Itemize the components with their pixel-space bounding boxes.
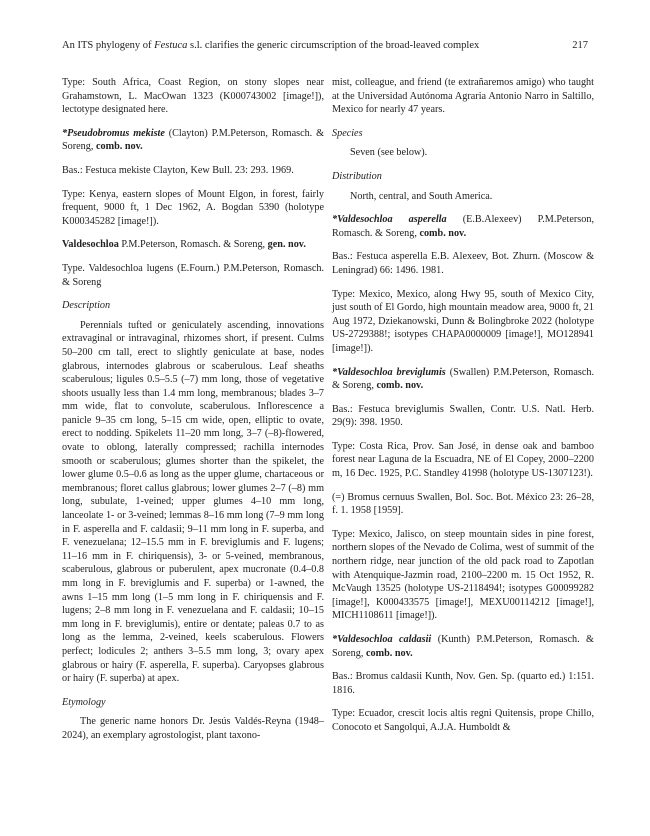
type-genus: Type. Valdesochloa lugens (E.Fourn.) P.M.Peterson, Romasch. & Soreng <box>62 262 324 288</box>
taxon-authors: (Swallen) P.M.Peterson, Romasch. & Soreng, <box>332 366 594 392</box>
taxon-name: *Valdesochloa breviglumis <box>332 366 446 378</box>
type-kenya: Type: Kenya, eastern slopes of Mount Elgon, in forest, fairly frequent, 9000 ft, 1 Dec 1962, A. Bogdan 5390 (holotype K000345282 [image!]). <box>62 188 324 227</box>
taxon-status: comb. nov. <box>419 227 467 239</box>
species-text: Seven (see below). <box>350 147 428 159</box>
type-costa-rica: Type: Costa Rica, Prov. San José, in dense oak and bamboo forest near Laguna de la Escuadra, NE of El Copey, 2000–2200 m, 16 Dec. 1925, P.C. Standley 41998 (holotype US-1307123!). <box>332 440 594 480</box>
genus-authors: P.M.Peterson, Romasch. & Soreng, <box>118 239 268 251</box>
basionym-caldasii: Bas.: Bromus caldasii Kunth, Nov. Gen. Sp. (quarto ed.) 1:151. 1816. <box>332 671 594 696</box>
type-ecuador: Type: Ecuador, crescit locis altis regni Quitensis, prope Chillo, Conocoto et Sangolqui, A.J.A. Humboldt & <box>332 708 594 733</box>
species-heading: Species <box>332 127 363 139</box>
taxon-status: comb. nov. <box>365 647 413 659</box>
type-south-africa: Type: South Africa, Coast Region, on stony slopes near Grahamstown, L. MacOwan 1323 (K000743002 [image!]), lectotype designated here. <box>62 77 324 116</box>
distribution-heading: Distribution <box>332 170 382 182</box>
taxon-authors: (Clayton) P.M.Peterson, Romasch. & Soreng, <box>62 127 324 153</box>
taxon-status: comb. nov. <box>376 380 424 392</box>
page-number: 217 <box>572 40 588 51</box>
taxon-status: comb. nov. <box>95 141 143 153</box>
pseudobromus-mekiste-entry <box>62 127 324 154</box>
type-mexico: Type: Mexico, Mexico, along Hwy 95, south of Mexico City, just south of El Gordo, high mountain meadow area, 9000 ft, 21 Aug 1972, Dziekanowski, Dunn & Bolingbroke 2022 (holotype US-2729388!; isotypes CHAPA0000009 [image!], MO128941 [image!]). <box>332 288 594 354</box>
valdesochloa-asperella-entry <box>332 213 594 240</box>
distribution-text: North, central, and South America. <box>350 190 493 202</box>
taxon-authors: (Kunth) P.M.Peterson, Romasch. & Soreng, <box>332 634 594 659</box>
taxon-name: *Valdesochloa asperella <box>332 214 447 226</box>
description-text: Perennials tufted or geniculately ascending, innovations extravaginal or intravaginal, rhizomes short, if present. Culms 50–200 cm tall, erect to slightly geniculate at base, nodes glabrous, internodes glabrous or scaberulous. Leaf sheaths scaberulous; ligules 0.5–5.5 (–7) mm long, those of vegetative shoots usually less than 1.4 mm long, membranous; blades 3–7 mm wide, flat to convolute, scaberulous. Inflorescence a panicle 9–35 cm long, 5–15 cm wide, open, elliptic to ovate, erect to nodding. Spikelets 11–20 mm long, 3–7 (–8)-flowered, ovate to oblong, laterally compressed; rachilla internodes smooth or scaberulous; glumes shorter than the spikelet, the lower glume 0.5–0.6 as long as the upper glume, chartaceous or membranous; floret callus glabrous; lower glumes 2–7 (–8) mm long, subulate, 1-veined; upper glumes 4–10 mm long, lanceolate 1- or 3-veined; lemmas 8–16 mm long (7–9 mm long in F. asperella and F. caldasii; 9–11 mm long in F. superba, and F. venezuelana; 12–15.5 mm in F. breviglumis and F. lugens; 11–16 mm in F. chiriquensis), 3- or 5-veined, membranous, scaberulous, glabrous or puberulent, apex mucronate (0.4–0.8 mm long in F. breviglumis and F. superba) or 1-awned, the awns 1–15 mm long (1–5 mm long in F. chiriquensis and F. lugens; 2–8 mm long in F. venezuelana and F. caldasii; 10–15 mm long in F. breviglumis), entire or dentate; paleas 0.7 to as long as the lemma, 2-veined, keels scaberulous. Flowers perfect; lodicules 2; anthers 3–5.5 mm long, 3; ovary apex glabrous or hairy (F. asperella, F. superba). Caryopses glabrous or hairy (F. superba) at apex. <box>62 319 324 685</box>
right-column <box>332 76 594 745</box>
taxon-name: *Pseudobromus mekiste <box>62 127 165 139</box>
left-column <box>62 76 324 753</box>
basionym-asperella: Bas.: Festuca asperella E.B. Alexeev, Bot. Zhurn. (Moscow & Leningrad) 66: 1496. 1981. <box>332 251 594 276</box>
description-heading: Description <box>62 300 111 312</box>
etymology-text: The generic name honors Dr. Jesús Valdés-Reyna (1948–2024), an exemplary agrostologist, plant taxono- <box>62 716 324 741</box>
genus-status: gen. nov. <box>267 239 306 251</box>
valdesochloa-genus-entry <box>62 238 324 252</box>
genus-name: Valdesochloa <box>62 239 119 251</box>
etymology-continued: mist, colleague, and friend (te extrañaremos amigo) who taught at the Universidad Autónoma Agraria Antonio Narro in Saltillo, Mexico for nearly 47 years. <box>332 77 594 116</box>
type-jalisco: Type: Mexico, Jalisco, on steep mountain sides in pine forest, northern slopes of the Nevado de Colima, west of summit of the northern ridge, near junction of the old pack road to Zapotlan with Atenquique-Jazmin road, 2100–2200 m. 15 Oct 1952, R. McVaugh 13525 (holotype US-2118494!; isotypes G00099282 [image!], K000433575 [image!], MEXU00114212 [image!], MICH1108611 [image!]). <box>332 528 594 622</box>
valdesochloa-breviglumis-entry <box>332 366 594 393</box>
taxon-authors: (E.B.Alexeev) P.M.Peterson, Romasch. & Soreng, <box>332 214 595 239</box>
basionym-mekiste: Bas.: Festuca mekiste Clayton, Kew Bull. 23: 293. 1969. <box>62 164 294 176</box>
etymology-heading: Etymology <box>62 696 106 708</box>
valdesochloa-caldasii-entry <box>332 633 594 660</box>
synonym-bromus-cernuus: (=) Bromus cernuus Swallen, Bol. Soc. Bot. México 23: 26–28, f. 1. 1958 [1959]. <box>332 491 594 517</box>
taxon-name: *Valdesochloa caldasii <box>332 634 432 645</box>
basionym-breviglumis: Bas.: Festuca breviglumis Swallen, Contr. U.S. Natl. Herb. 29(9): 398. 1950. <box>332 403 594 429</box>
running-title: An ITS phylogeny of Festuca s.l. clarifies the generic circumscription of the broad-leaved complex <box>62 40 480 51</box>
